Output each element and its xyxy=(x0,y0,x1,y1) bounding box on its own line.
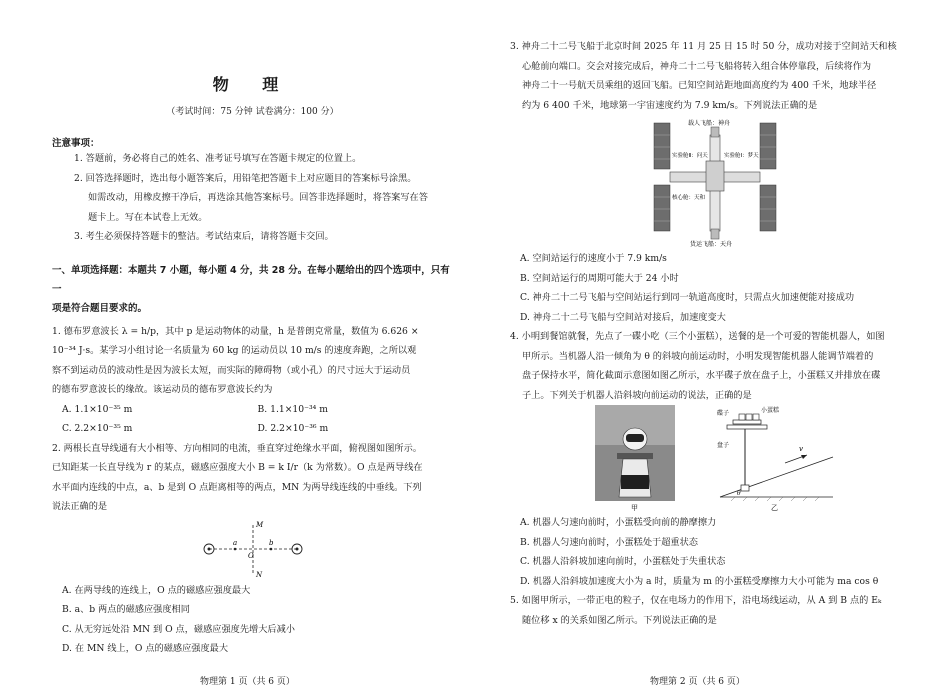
page-footer-2: 物理第 2 页（共 6 页） xyxy=(650,677,745,687)
label-plate: 碟子 xyxy=(717,410,730,417)
section-heading-cont: 项是符合题目要求的。 xyxy=(52,302,148,314)
section-heading: 一、单项选择题：本题共 7 小题，每小题 4 分，共 28 分。在每小题给出的四个选项中，只有一 xyxy=(52,264,450,295)
exam-title: 物 理 xyxy=(212,75,293,94)
exam-subtitle: （考试时间：75 分钟 试卷满分：100 分） xyxy=(166,107,339,117)
q2-line-3: 水平面内连线的中点，a、b 是到 O 点距离相等的两点，MN 为两导线连线的中垂线。下列 xyxy=(52,481,422,493)
q1-line-4: 的德布罗意波长的缘故。该运动员的德布罗意波长约为 xyxy=(52,384,273,395)
q1-option-b: B. 1.1×10⁻³⁴ m xyxy=(257,403,328,415)
q4-figure xyxy=(510,405,920,513)
q1-option-a: A. 1.1×10⁻³⁵ m xyxy=(62,403,133,415)
q3-line-2: 心舱前向端口。交会对接完成后，神舟二十二号飞船将转入组合体停靠段，后续将作为 xyxy=(522,60,872,72)
label-mengtian: 实验舱Ⅰ：梦天 xyxy=(724,153,759,159)
note-2-cont2: 题卡上。写在本试卷上无效。 xyxy=(88,211,208,223)
label-tray: 盘子 xyxy=(717,442,730,449)
q4-option-b: B. 机器人匀速向前时，小蛋糕处于超重状态 xyxy=(520,536,698,548)
q5-line-2: 随位移 x 的关系如图乙所示。下列说法正确的是 xyxy=(522,614,717,626)
q4-line-1: 4. 小明到餐馆就餐，先点了一碟小吃（三个小蛋糕），送餐的是一个可爱的智能机器人，如图 xyxy=(510,331,885,342)
q1-line-1: 1. 德布罗意波长 λ = h/p，其中 p 是运动物体的动量，h 是普朗克常量，数值为 6.626 × xyxy=(52,325,419,337)
label-m: M xyxy=(255,520,263,529)
q1-options-row-2 xyxy=(52,419,453,439)
note-2: 2. 回答选择题时，选出每小题答案后，用铅笔把答题卡上对应题目的答案标号涂黑。 xyxy=(74,172,417,184)
note-1: 1. 答题前，务必将自己的姓名、准考证号填写在答题卡规定的位置上。 xyxy=(74,153,362,164)
q4-option-d: D. 机器人沿斜坡加速度大小为 a 时，质量为 m 的小蛋糕受摩擦力大小可能为 ma cos θ xyxy=(520,575,879,587)
q3-option-c: C. 神舟二十二号飞船与空间站运行到同一轨道高度时，只需点火加速便能对接成功 xyxy=(520,292,855,303)
page-footer-1: 物理第 1 页（共 6 页） xyxy=(200,677,295,687)
q4-option-a: A. 机器人匀速向前时，小蛋糕受向前的静摩擦力 xyxy=(520,517,717,528)
q2-line-1: 2. 两根长直导线通有大小相等、方向相同的电流，垂直穿过绝缘水平面，俯视图如图所示。 xyxy=(52,442,422,454)
label-b: b xyxy=(268,538,273,547)
q2-line-4: 说法正确的是 xyxy=(52,501,108,512)
label-yi: 乙 xyxy=(771,504,778,512)
robot-slope-diagram xyxy=(715,405,835,513)
q3-line-4: 约为 6 400 千米，地球第一宇宙速度约为 7.9 km/s。下列说法正确的是 xyxy=(522,99,818,111)
q3-line-3: 神舟二十一号航天员乘组的返回飞船。已知空间站距地面高度约为 400 千米，地球半径 xyxy=(522,80,877,91)
q1-options-row-1 xyxy=(52,400,453,420)
q1-option-d: D. 2.2×10⁻³⁶ m xyxy=(257,423,329,434)
q1-line-2: 10⁻³⁴ J·s。某学习小组讨论一名质量为 60 kg 的运动员以 10 m/s 的速度奔跑，之所以观 xyxy=(52,345,417,356)
q3-line-1: 3. 神舟二十二号飞船于北京时间 2025 年 11 月 25 日 15 时 50 分，成功对接于空间站天和核 xyxy=(510,41,897,52)
note-2-cont: 如需改动，用橡皮擦干净后，再选涂其他答案标号。回答非选择题时，将答案写在答 xyxy=(88,192,428,203)
label-o: O xyxy=(247,551,254,560)
label-crew-ship: 载人飞船：神舟 xyxy=(688,120,731,127)
q2-line-2: 已知距某一长直导线为 r 的某点，磁感应强度大小 B = k I/r（k 为常数）。O 点是两导线在 xyxy=(52,462,423,473)
space-station-diagram xyxy=(650,117,780,247)
label-v: v xyxy=(799,445,803,453)
q1-line-3: 察不到运动员的波动性是因为波长太短，而实际的障碍物（或小孔）的尺寸远大于运动员 xyxy=(52,364,411,376)
q1-option-c: C. 2.2×10⁻³⁵ m xyxy=(62,423,133,434)
q3-figure xyxy=(510,117,920,249)
page-right xyxy=(475,0,950,695)
q3-option-d: D. 神舟二十二号飞船与空间站对接后，加速度变大 xyxy=(520,311,726,323)
q4-line-4: 子上。下列关于机器人沿斜坡向前运动的说法，正确的是 xyxy=(522,389,752,401)
q2-figure xyxy=(52,517,453,581)
label-jia: 甲 xyxy=(631,504,638,512)
q5-line-1: 5. 如图甲所示，一带正电的粒子，仅在电场力的作用下，沿电场线运动，从 A 到 B 点的 Eₖ xyxy=(510,595,882,606)
q2-option-a: A. 在两导线的连线上，O 点的磁感应强度最大 xyxy=(62,584,251,596)
q2-option-c: C. 从无穷远处沿 MN 到 O 点，磁感应强度先增大后减小 xyxy=(62,623,295,635)
label-wentian: 实验舱Ⅱ：问天 xyxy=(672,153,708,159)
label-theta: θ xyxy=(737,490,741,497)
note-3: 3. 考生必须保持答题卡的整洁。考试结束后，请将答题卡交回。 xyxy=(74,231,334,242)
robot-photo xyxy=(595,405,675,513)
label-tianzhou: 货运飞船：天舟 xyxy=(690,241,733,247)
q4-line-2: 甲所示。当机器人沿一倾角为 θ 的斜坡向前运动时，小明发现智能机器人能调节端着的 xyxy=(522,350,874,362)
notes-heading: 注意事项： xyxy=(52,138,100,149)
label-n: N xyxy=(255,570,262,579)
q4-option-c: C. 机器人沿斜坡加速向前时，小蛋糕处于失重状态 xyxy=(520,556,726,567)
q2-option-d: D. 在 MN 线上，O 点的磁感应强度最大 xyxy=(62,643,229,654)
q4-line-3: 盘子保持水平，简化截面示意图如图乙所示，水平碟子放在盘子上，小蛋糕又并排放在碟 xyxy=(522,370,881,381)
label-tianhe: 核心舱：天和 xyxy=(672,195,706,201)
wires-diagram xyxy=(193,517,313,579)
label-cake: 小蛋糕 xyxy=(761,407,780,414)
q3-option-a: A. 空间站运行的速度小于 7.9 km/s xyxy=(520,253,667,264)
label-a: a xyxy=(232,538,237,547)
q2-option-b: B. a、b 两点的磁感应强度相同 xyxy=(62,604,190,615)
q3-option-b: B. 空间站运行的周期可能大于 24 小时 xyxy=(520,272,679,284)
